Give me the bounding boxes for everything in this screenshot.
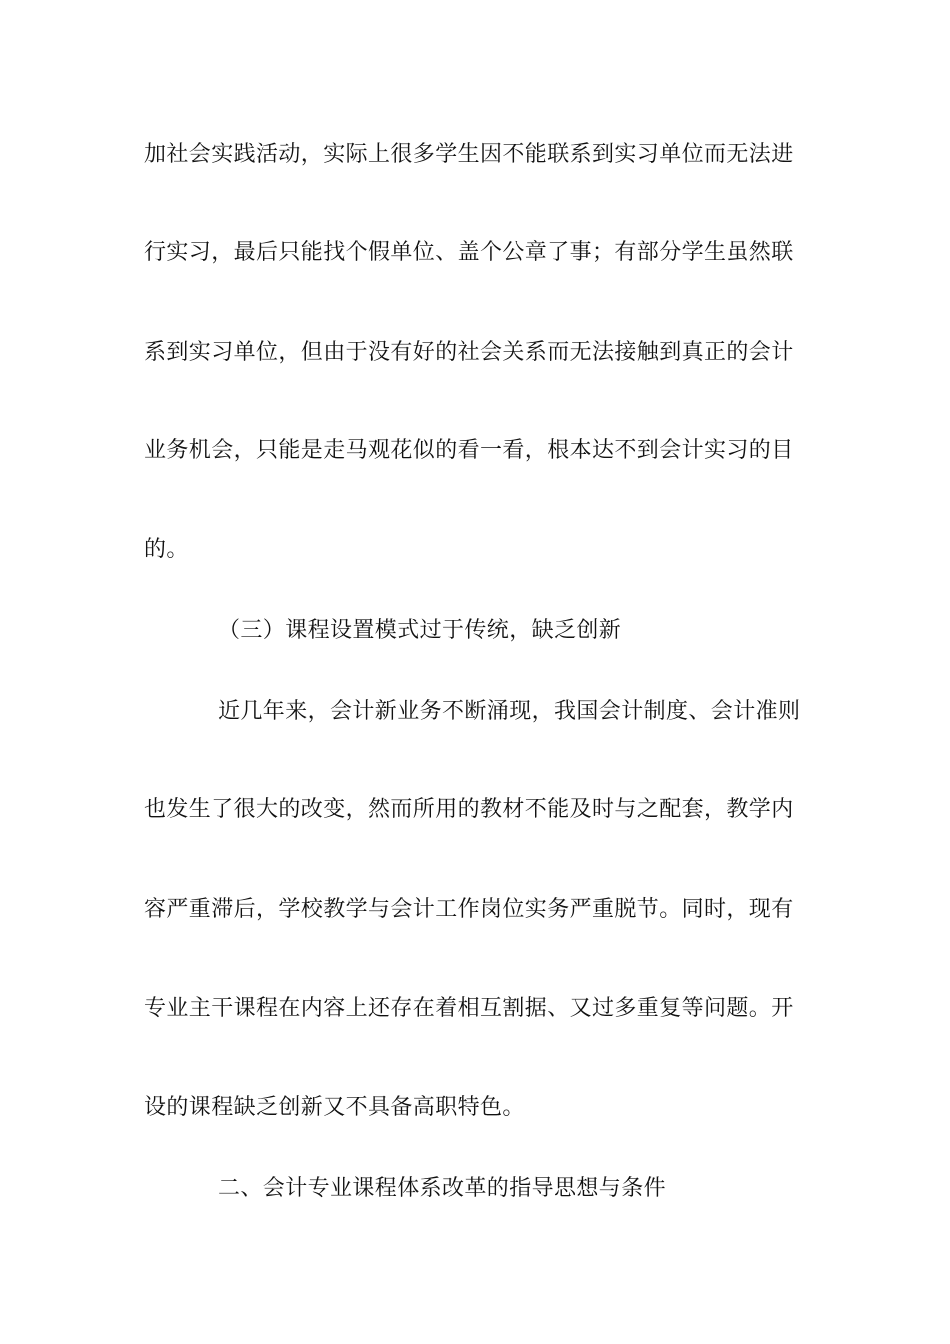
paragraph-line: 行实习，最后只能找个假单位、盖个公章了事；有部分学生虽然联	[144, 240, 794, 265]
paragraph-line: 近几年来，会计新业务不断涌现，我国会计制度、会计准则	[218, 699, 801, 724]
paragraph-line: 也发生了很大的改变，然而所用的教材不能及时与之配套，教学内	[144, 797, 794, 822]
section-heading: （三）课程设置模式过于传统，缺乏创新	[218, 618, 622, 643]
section-heading: 二、会计专业课程体系改革的指导思想与条件	[218, 1176, 667, 1201]
paragraph-line: 的。	[144, 537, 189, 562]
paragraph-line: 业务机会，只能是走马观花似的看一看，根本达不到会计实习的目	[144, 438, 794, 463]
paragraph-line: 专业主干课程在内容上还存在着相互割据、又过多重复等问题。开	[144, 996, 794, 1021]
paragraph-line: 加社会实践活动，实际上很多学生因不能联系到实习单位而无法进	[144, 142, 794, 167]
paragraph-line: 系到实习单位，但由于没有好的社会关系而无法接触到真正的会计	[144, 340, 794, 365]
paragraph-line: 容严重滞后，学校教学与会计工作岗位实务严重脱节。同时，现有	[144, 897, 794, 922]
paragraph-line: 设的课程缺乏创新又不具备高职特色。	[144, 1095, 525, 1120]
